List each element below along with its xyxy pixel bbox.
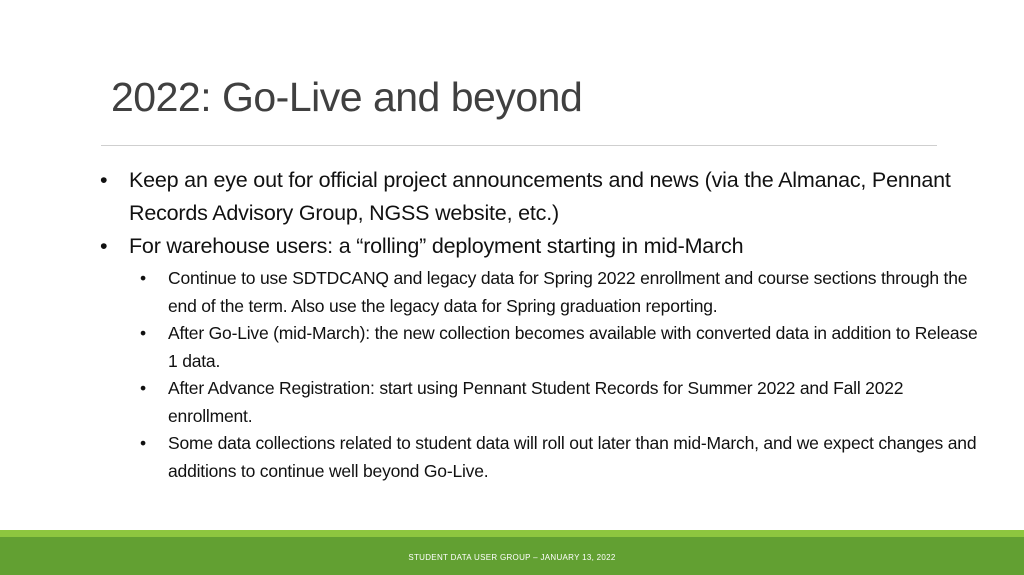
sub-bullet-text: After Advance Registration: start using Pennant Student Records for Summer 2022 and Fall 2022 enrollment.	[168, 378, 904, 426]
footer-text: STUDENT DATA USER GROUP – JANUARY 13, 2022	[408, 553, 616, 562]
bullet-icon: •	[140, 433, 146, 453]
footer-accent-bar	[0, 530, 1024, 537]
bullet-item	[100, 230, 980, 263]
sub-bullet-text: Some data collections related to student data will roll out later than mid-March, and we expect changes and additions to continue well beyond Go-Live.	[168, 433, 977, 481]
sub-bullet-item	[140, 320, 980, 375]
bullet-icon: •	[140, 268, 146, 288]
slide-title: 2022: Go-Live and beyond	[111, 74, 583, 120]
bullet-text: Keep an eye out for official project announcements and news (via the Almanac, Pennant Records Advisory Group, NGSS website, etc.)	[129, 168, 951, 225]
sub-bullet-text: Continue to use SDTDCANQ and legacy data for Spring 2022 enrollment and course sections through the end of the term. Also use the legacy data for Spring graduation reporting.	[168, 268, 968, 316]
bullet-icon: •	[140, 378, 146, 398]
bullet-icon: •	[140, 323, 146, 343]
title-divider	[101, 145, 937, 146]
sub-bullet-item	[140, 375, 980, 430]
slide-body	[100, 164, 980, 485]
bullet-item	[100, 164, 980, 230]
sub-bullet-text: After Go-Live (mid-March): the new collection becomes available with converted data in addition to Release 1 data.	[168, 323, 978, 371]
bullet-icon: •	[100, 168, 108, 192]
bullet-text: For warehouse users: a “rolling” deployment starting in mid-March	[129, 234, 744, 258]
sub-bullet-item	[140, 430, 980, 485]
bullet-icon: •	[100, 234, 108, 258]
sub-bullet-item	[140, 265, 980, 320]
sub-bullet-list	[100, 265, 980, 485]
